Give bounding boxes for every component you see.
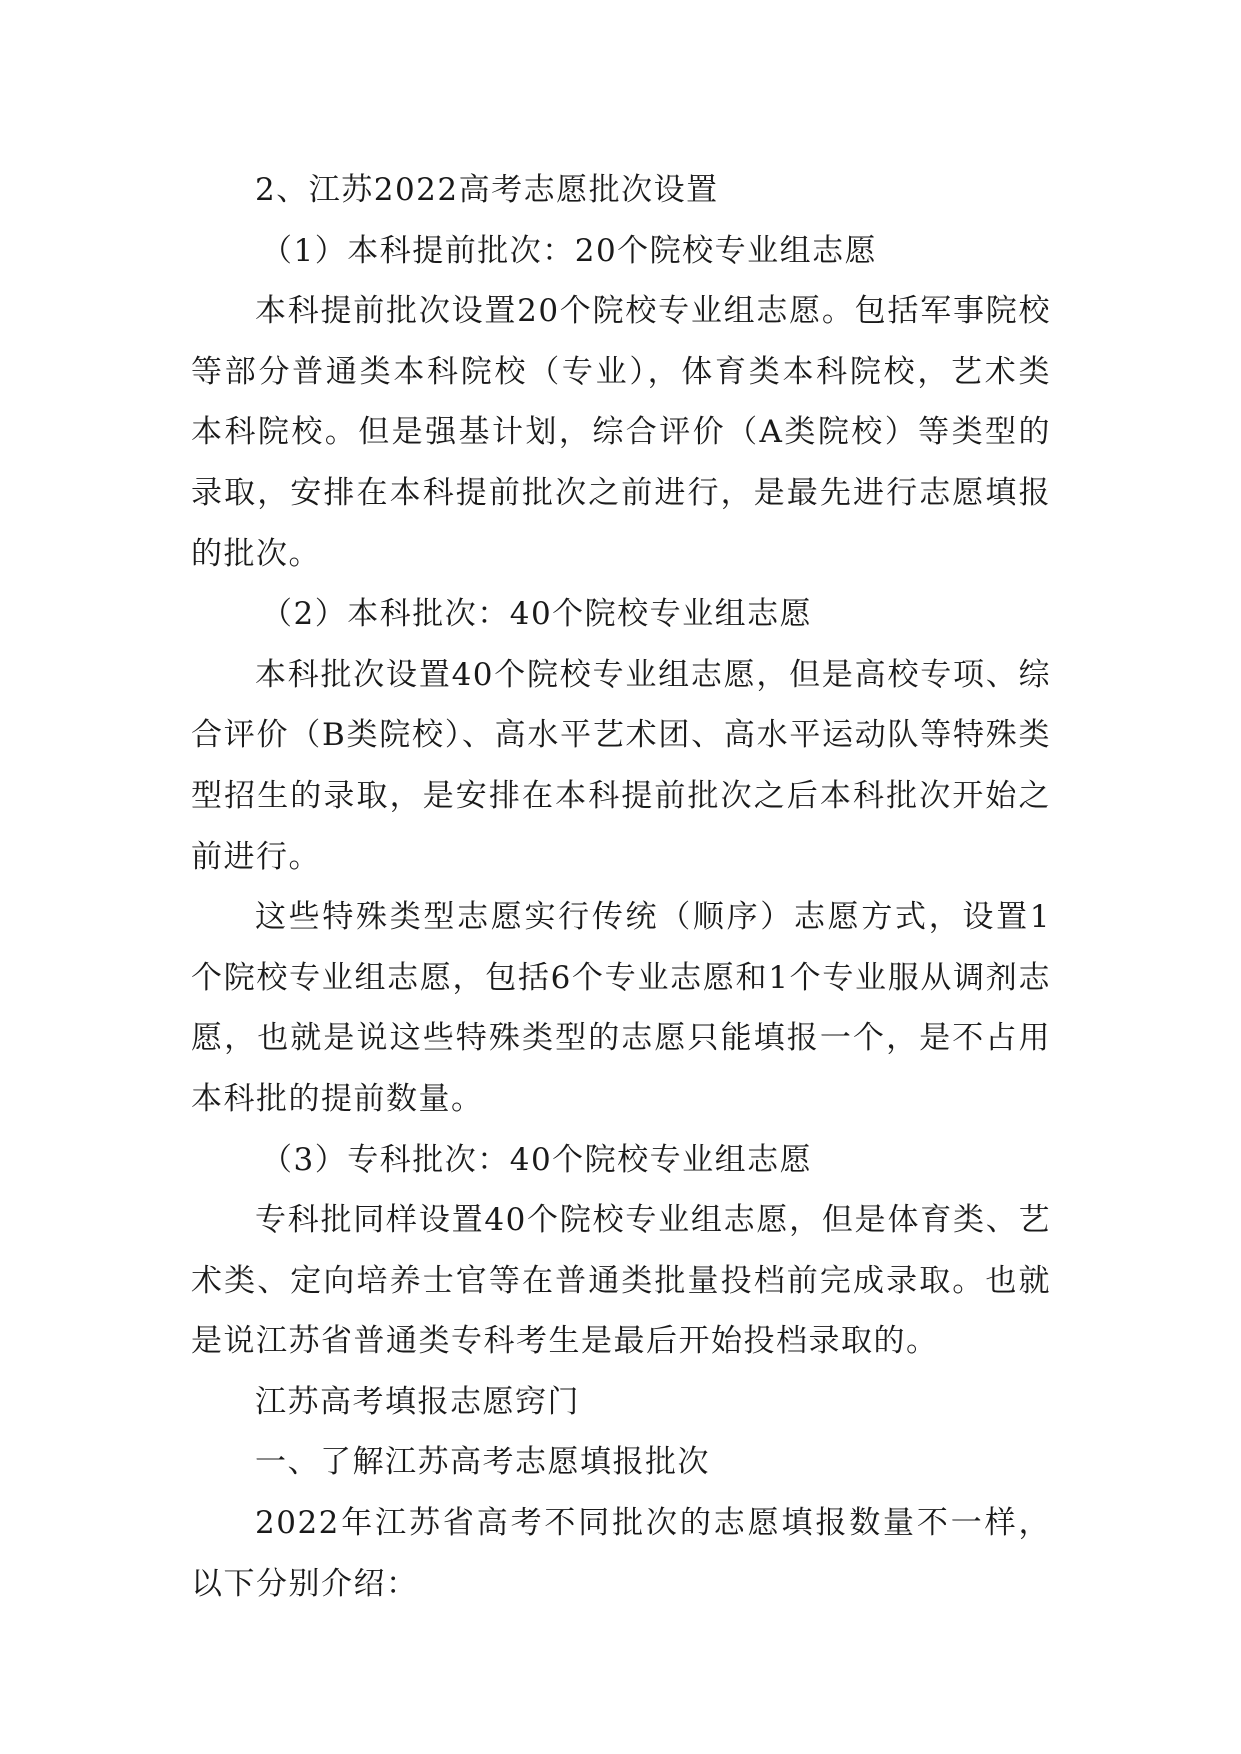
document-body [191, 160, 1051, 1614]
section-heading: 一、了解江苏高考志愿填报批次 [255, 1444, 710, 1481]
subsection-heading: （3）专科批次：40个院校专业组志愿 [261, 1141, 813, 1178]
body-paragraph: 本科批次设置40个院校专业组志愿，但是高校专项、综合评价（B类院校）、高水平艺术团、高水平运动队等特殊类型招生的录取，是安排在本科提前批次之后本科批次开始之前进行。 [191, 656, 1051, 875]
body-paragraph: 这些特殊类型志愿实行传统（顺序）志愿方式，设置1个院校专业组志愿，包括6个专业志愿和1个专业服从调剂志愿，也就是说这些特殊类型的志愿只能填报一个，是不占用本科批的提前数量。 [191, 899, 1051, 1117]
body-paragraph: 本科提前批次设置20个院校专业组志愿。包括军事院校等部分普通类本科院校（专业），体育类本科院校，艺术类本科院校。但是强基计划，综合评价（A类院校）等类型的录取，安排在本科提前批次之前进行，是最先进行志愿填报的批次。 [191, 293, 1051, 572]
subsection-heading: （1）本科提前批次：20个院校专业组志愿 [261, 232, 878, 269]
section-heading: 2、江苏2022高考志愿批次设置 [255, 172, 719, 208]
section-heading: 江苏高考填报志愿窍门 [255, 1383, 580, 1420]
subsection-heading: （2）本科批次：40个院校专业组志愿 [261, 596, 813, 633]
body-paragraph: 专科批同样设置40个院校专业组志愿，但是体育类、艺术类、定向培养士官等在普通类批量投档前完成录取。也就是说江苏省普通类专科考生是最后开始投档录取的。 [191, 1202, 1051, 1360]
body-paragraph: 2022年江苏省高考不同批次的志愿填报数量不一样，以下分别介绍： [191, 1505, 1051, 1602]
